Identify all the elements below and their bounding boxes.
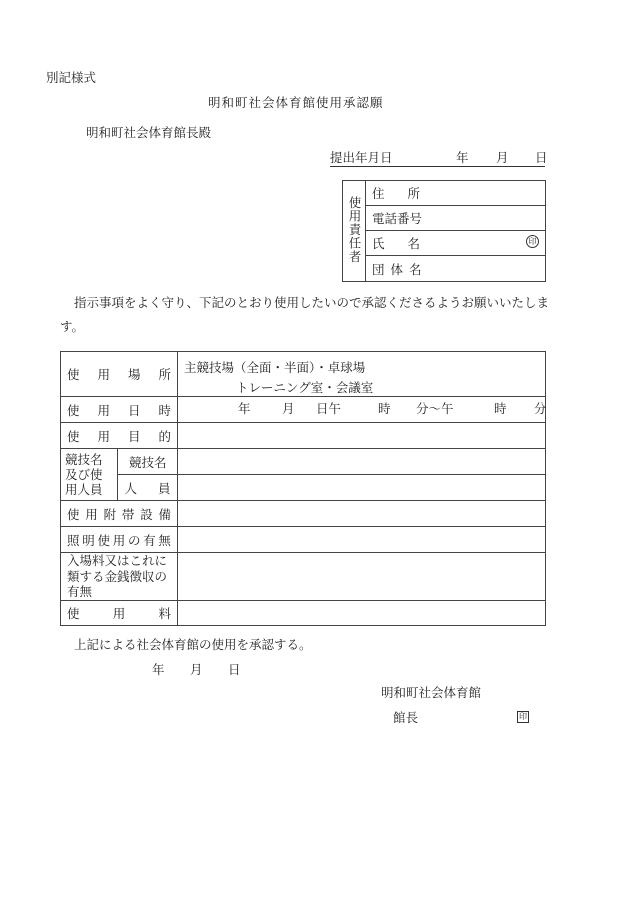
group-name-label: 団体名 [372, 261, 428, 277]
fee-label-cell: 使 用 料 [61, 600, 178, 625]
lighting-value[interactable] [178, 527, 546, 553]
seal-icon: 印 [526, 235, 539, 248]
instruction-line1: 指示事項をよく守り、下記のとおり使用したいので承認くださるようお願いいたしま [74, 295, 550, 310]
applicant-side-label: 使用責任者 [343, 181, 366, 282]
datetime-label-cell: 使 用 日 時 [61, 397, 178, 423]
director-seal-icon: 印 [519, 712, 527, 721]
equipment-label-cell: 使 用 附 帯 設 備 [61, 501, 178, 527]
purpose-label-cell: 使 用 目 的 [61, 423, 178, 449]
name-row[interactable] [366, 231, 546, 256]
applicant-table [342, 180, 546, 282]
phone-label: 電話番号 [372, 211, 423, 226]
datetime-value[interactable]: 年 月 日午 時 分〜午 時 分 [178, 397, 546, 423]
director-label: 館長 [393, 710, 419, 725]
fee-value[interactable] [178, 600, 546, 625]
address-label: 住 所 [372, 186, 420, 201]
event-name-value[interactable] [178, 449, 546, 475]
equipment-value[interactable] [178, 501, 546, 527]
submit-date-day: 日 [535, 150, 548, 165]
approval-org: 明和町社会体育館 [381, 685, 482, 700]
submit-date-year: 年 [456, 150, 469, 165]
place-label-cell: 使 用 場 所 [61, 352, 178, 397]
approval-statement: 上記による社会体育館の使用を承認する。 [74, 637, 312, 652]
event-group-label: 競技名及び使用人員 [61, 449, 118, 501]
form-label: 別記様式 [46, 70, 97, 85]
document-title: 明和町社会体育館使用承認願 [208, 95, 384, 110]
admission-label: 入場料又はこれに類する金銭徴収の有無 [61, 553, 178, 601]
submit-date-label: 提出年月日 [330, 150, 393, 165]
address-row[interactable] [366, 181, 546, 206]
lighting-label-cell: 照 明 使 用 の 有 無 [61, 527, 178, 553]
approval-year: 年 [152, 662, 165, 677]
group-row[interactable] [366, 256, 546, 282]
addressee: 明和町社会体育館長殿 [86, 125, 212, 140]
purpose-value[interactable] [178, 423, 546, 449]
approval-day: 日 [228, 662, 241, 677]
place-value[interactable] [178, 352, 546, 397]
instruction-line2: す。 [60, 319, 85, 334]
place-line2: トレーニング室・会議室 [236, 380, 374, 395]
people-value[interactable] [178, 475, 546, 501]
people-label-cell: 人 員 [118, 475, 178, 501]
admission-value[interactable] [178, 553, 546, 601]
phone-row[interactable] [366, 206, 546, 231]
approval-month: 月 [190, 662, 203, 677]
event-name-label: 競技名 [118, 449, 178, 475]
place-line1: 主競技場（全面・半面）・卓球場 [184, 360, 366, 375]
submit-date-month: 月 [496, 150, 509, 165]
submit-date [330, 150, 548, 167]
name-label: 氏 名 [372, 236, 420, 251]
details-table [60, 351, 546, 626]
